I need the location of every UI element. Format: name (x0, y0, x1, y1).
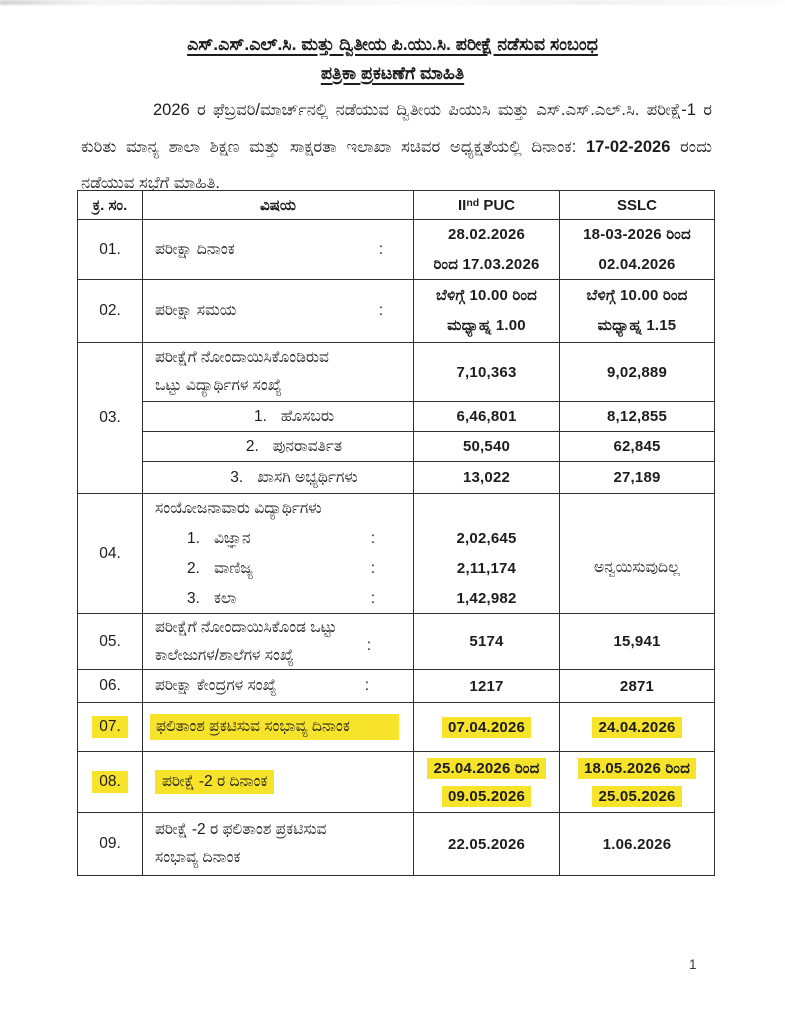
row04-puc-science: 2,02,645 (456, 530, 517, 547)
row08-number-highlight: 08. (92, 771, 128, 793)
row08-puc-value (414, 752, 560, 813)
row07-subject (143, 703, 414, 752)
row02-subject (143, 280, 414, 343)
row03-sub2-label: ಪುನರಾವರ್ತಿತ (272, 437, 343, 455)
row08-sslc-value (560, 752, 715, 813)
row03-sub1-subject (143, 402, 414, 432)
row05-sslc-value: 15,941 (560, 614, 715, 670)
row03-sub2-sslc-value: 62,845 (560, 432, 715, 462)
intro-text-2: ರಂದು ನಡೆಯುವ ಸಭೆಗೆ ಮಾಹಿತಿ. (81, 137, 712, 192)
page-number: 1 (689, 957, 697, 972)
row08-subject-highlight: ಪರೀಕ್ಷೆ -2 ರ ದಿನಾಂಕ (155, 770, 274, 794)
row04-puc-commerce: 2,11,174 (456, 560, 517, 577)
row02-colon: : (378, 302, 383, 319)
row04-item3 (155, 584, 413, 614)
row04-item1 (155, 524, 413, 554)
row04-item2-colon: : (370, 559, 375, 577)
row03-main-subject (143, 343, 414, 402)
row02-sslc-line1: ಬೆಳಿಗ್ಗೆ 10.00 ರಿಂದ (586, 287, 688, 304)
row03-sub2-subject (143, 432, 414, 462)
row09-subject (143, 813, 414, 876)
row01-sslc-line2: 02.04.2026 (598, 255, 676, 273)
row02-number: 02. (78, 280, 143, 343)
row03-sub3-label: ಖಾಸಗಿ ಅಭ್ಯರ್ಥಿಗಳು (257, 468, 358, 486)
row09-number: 09. (78, 813, 143, 876)
row06-subject-text: ಪರೀಕ್ಷಾ ಕೇಂದ್ರಗಳ ಸಂಖ್ಯೆ (155, 677, 277, 694)
scan-artifact (0, 0, 785, 5)
row01-subject (143, 220, 414, 280)
row04-item2 (155, 554, 413, 584)
row09-subject-line1: ಪರೀಕ್ಷೆ -2 ರ ಫಲಿತಾಂಶ ಪ್ರಕಟಿಸುವ (155, 821, 327, 838)
row03-sub1-sslc-value: 8,12,855 (560, 402, 715, 432)
intro-meeting-date: 17-02-2026 (585, 137, 671, 156)
row05-subject (143, 614, 414, 670)
title-line-1: ಎಸ್.ಎಸ್.ಎಲ್.ಸಿ. ಮತ್ತು ದ್ವಿತೀಯ ಪಿ.ಯು.ಸಿ. ಪರೀಕ್ಷೆ ನಡೆಸುವ ಸಂಬಂಧ (187, 34, 598, 54)
header-sslc: SSLC (560, 191, 715, 220)
row08-puc-line1-highlight: 25.04.2026 ರಿಂದ (427, 758, 545, 779)
row06-sslc-value: 2871 (560, 670, 715, 703)
row04-heading: ಸಂಯೋಜನಾವಾರು ವಿದ್ಯಾರ್ಥಿಗಳು (155, 499, 322, 517)
row05-puc-value: 5174 (414, 614, 560, 670)
row04-item1-label: ವಿಜ್ಞಾನ (213, 529, 251, 547)
header-puc (414, 191, 560, 220)
row04-item1-index: 1. (187, 529, 200, 547)
header-puc-ordinal: nd (466, 196, 480, 209)
row03-sub1-label: ಹೊಸಬರು (280, 407, 335, 425)
intro-text-1: 2026 ರ ಫೆಬ್ರವರಿ/ಮಾರ್ಚ್‌ನಲ್ಲಿ ನಡೆಯುವ ದ್ವಿತೀಯ ಪಿಯುಸಿ ಮತ್ತು ಎಸ್.ಎಸ್.ಎಲ್.ಸಿ. ಪರೀಕ್ಷೆ-1 ರ ಕುರಿತು ಮಾನ್ಯ ಶಾಲಾ ಶಿಕ್ಷಣ ಮತ್ತು ಸಾಕ್ಷರತಾ ಇಲಾಖಾ ಸಚಿವರ ಅಧ್ಯಕ್ಷತೆಯಲ್ಲಿ ದಿನಾಂಕ: (81, 101, 712, 156)
row04-item2-label: ವಾಣಿಜ್ಯ (213, 559, 253, 577)
row02-sslc-value (560, 280, 715, 343)
row06-puc-value: 1217 (414, 670, 560, 703)
row05-number: 05. (78, 614, 143, 670)
row04-item1-colon: : (370, 529, 375, 547)
header-subject: ವಿಷಯ (143, 191, 414, 220)
row09-puc-value: 22.05.2026 (414, 813, 560, 876)
row03-sub1-puc-value: 6,46,801 (414, 402, 560, 432)
row01-subject-text: ಪರೀಕ್ಷಾ ದಿನಾಂಕ (155, 240, 235, 258)
row08-sslc-line1-highlight: 18.05.2026 ರಿಂದ (578, 758, 696, 779)
row07-number (78, 703, 143, 752)
row07-sslc-value (560, 703, 715, 752)
row04-puc-arts: 1,42,982 (456, 590, 517, 607)
row04-puc-spacer (414, 494, 559, 524)
row03-sub3-sslc-value: 27,189 (560, 462, 715, 494)
row01-sslc-value (560, 220, 715, 280)
row09-subject-line2: ಸಂಭಾವ್ಯ ದಿನಾಂಕ (155, 849, 241, 866)
row07-sslc-highlight: 24.04.2026 (592, 717, 681, 738)
row06-colon: : (364, 677, 369, 694)
row03-sub1-index: 1. (253, 407, 267, 425)
row04-sslc-value: ಅನ್ವಯಿಸುವುದಿಲ್ಲ (560, 494, 715, 614)
row07-puc-value (414, 703, 560, 752)
row08-puc-line2-highlight: 09.05.2026 (442, 786, 531, 807)
row04-number: 04. (78, 494, 143, 614)
row04-item3-colon: : (370, 589, 375, 607)
row01-sslc-line1: 18-03-2026 ರಿಂದ (583, 225, 691, 243)
row06-subject (143, 670, 414, 703)
row03-number: 03. (78, 343, 143, 494)
row03-main-puc-value: 7,10,363 (414, 343, 560, 402)
row05-subject-line1: ಪರೀಕ್ಷೆಗೆ ನೋಂದಾಯಿಸಿಕೊಂಡ ಒಟ್ಟು (155, 618, 337, 636)
row02-puc-line2: ಮಧ್ಯಾಹ್ನ 1.00 (447, 317, 526, 334)
exam-schedule-table (77, 190, 715, 876)
row04-item2-index: 2. (187, 559, 200, 577)
row04-puc-values (414, 494, 560, 614)
row06-number: 06. (78, 670, 143, 703)
row02-sslc-line2: ಮಧ್ಯಾಹ್ನ 1.15 (597, 317, 677, 334)
header-puc-label: IInd PUC (457, 196, 515, 214)
row07-number-highlight: 07. (92, 716, 128, 738)
row01-puc-value (414, 220, 560, 280)
row03-sub3-subject (143, 462, 414, 494)
row02-subject-text: ಪರೀಕ್ಷಾ ಸಮಯ (155, 302, 237, 319)
header-slno: ಕ್ರ. ಸಂ. (78, 191, 143, 220)
row05-colon: : (366, 637, 371, 654)
title-line-2: ಪತ್ರಿಕಾ ಪ್ರಕಟಣೆಗೆ ಮಾಹಿತಿ (320, 63, 465, 83)
row08-subject (143, 752, 414, 813)
row01-puc-line1: 28.02.2026 (447, 225, 526, 243)
intro-paragraph (81, 92, 712, 202)
row07-subject-highlight: ಫಲಿತಾಂಶ ಪ್ರಕಟಿಸುವ ಸಂಭಾವ್ಯ ದಿನಾಂಕ (150, 714, 399, 740)
row03-sub2-index: 2. (245, 437, 259, 455)
row02-puc-value (414, 280, 560, 343)
row01-colon: : (378, 240, 383, 258)
row01-puc-line2: ರಿಂದ 17.03.2026 (433, 255, 540, 273)
row08-sslc-line2-highlight: 25.05.2026 (592, 786, 681, 807)
row03-main-subject-line1: ಪರೀಕ್ಷೆಗೆ ನೋಂದಾಯಿಸಿಕೊಂಡಿರುವ (155, 349, 329, 366)
row08-number (78, 752, 143, 813)
row03-main-sslc-value: 9,02,889 (560, 343, 715, 402)
row01-number: 01. (78, 220, 143, 280)
row03-sub3-index: 3. (230, 468, 244, 486)
row04-item3-label: ಕಲಾ (213, 589, 237, 607)
row04-item3-index: 3. (187, 589, 200, 607)
row07-puc-highlight: 07.04.2026 (442, 717, 531, 738)
row03-sub3-puc-value: 13,022 (414, 462, 560, 494)
row09-sslc-value: 1.06.2026 (560, 813, 715, 876)
row04-subject (143, 494, 414, 614)
row03-main-subject-line2: ಒಟ್ಟು ವಿದ್ಯಾರ್ಥಿಗಳ ಸಂಖ್ಯೆ (155, 377, 282, 394)
row02-puc-line1: ಬೆಳಿಗ್ಗೆ 10.00 ರಿಂದ (435, 287, 538, 304)
row05-subject-line2: ಕಾಲೇಜುಗಳ/ಶಾಲೆಗಳ ಸಂಖ್ಯೆ (155, 646, 294, 664)
document-title (0, 30, 785, 88)
row03-sub2-puc-value: 50,540 (414, 432, 560, 462)
